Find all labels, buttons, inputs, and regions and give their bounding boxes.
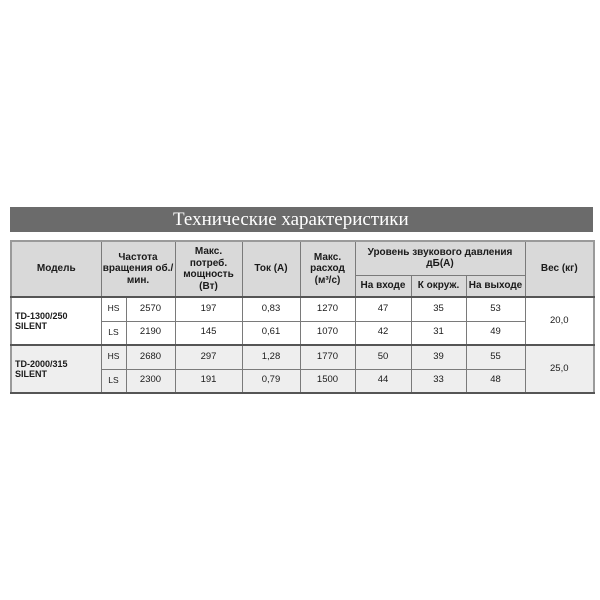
header-noise-in: На входе [355, 275, 411, 297]
noise-env-cell: 31 [411, 321, 466, 345]
noise-out-cell: 55 [466, 345, 525, 369]
noise-in-cell: 44 [355, 369, 411, 393]
header-noise: Уровень звукового давления дБ(А) [355, 241, 525, 275]
model-name: TD-2000/315 SILENT [11, 345, 101, 393]
noise-in-cell: 42 [355, 321, 411, 345]
speed-cell: 2570 [126, 297, 175, 321]
current-cell: 0,79 [242, 369, 300, 393]
mode-label: LS [101, 369, 126, 393]
power-cell: 197 [175, 297, 242, 321]
power-cell: 297 [175, 345, 242, 369]
section-title: Технические характеристики [10, 207, 593, 232]
mode-label: LS [101, 321, 126, 345]
power-cell: 191 [175, 369, 242, 393]
speed-cell: 2190 [126, 321, 175, 345]
noise-env-cell: 33 [411, 369, 466, 393]
header-speed: Частота вращения об./мин. [101, 241, 175, 297]
current-cell: 1,28 [242, 345, 300, 369]
header-model: Модель [11, 241, 101, 297]
power-cell: 145 [175, 321, 242, 345]
header-flow: Макс. расход (м³/с) [300, 241, 355, 297]
speed-cell: 2300 [126, 369, 175, 393]
mode-label: HS [101, 297, 126, 321]
mode-label: HS [101, 345, 126, 369]
current-cell: 0,61 [242, 321, 300, 345]
current-cell: 0,83 [242, 297, 300, 321]
header-noise-out: На выходе [466, 275, 525, 297]
header-weight: Вес (кг) [525, 241, 594, 297]
table-row [11, 345, 594, 369]
flow-cell: 1770 [300, 345, 355, 369]
weight-cell: 25,0 [525, 345, 594, 393]
speed-cell: 2680 [126, 345, 175, 369]
flow-cell: 1070 [300, 321, 355, 345]
header-power: Макс. потреб. мощность (Вт) [175, 241, 242, 297]
table-row [11, 297, 594, 321]
flow-cell: 1500 [300, 369, 355, 393]
noise-env-cell: 39 [411, 345, 466, 369]
header-current: Ток (А) [242, 241, 300, 297]
noise-in-cell: 47 [355, 297, 411, 321]
weight-cell: 20,0 [525, 297, 594, 345]
noise-out-cell: 49 [466, 321, 525, 345]
flow-cell: 1270 [300, 297, 355, 321]
noise-in-cell: 50 [355, 345, 411, 369]
header-noise-env: К окруж. [411, 275, 466, 297]
noise-env-cell: 35 [411, 297, 466, 321]
noise-out-cell: 53 [466, 297, 525, 321]
model-name: TD-1300/250 SILENT [11, 297, 101, 345]
specifications-table [10, 240, 595, 394]
noise-out-cell: 48 [466, 369, 525, 393]
